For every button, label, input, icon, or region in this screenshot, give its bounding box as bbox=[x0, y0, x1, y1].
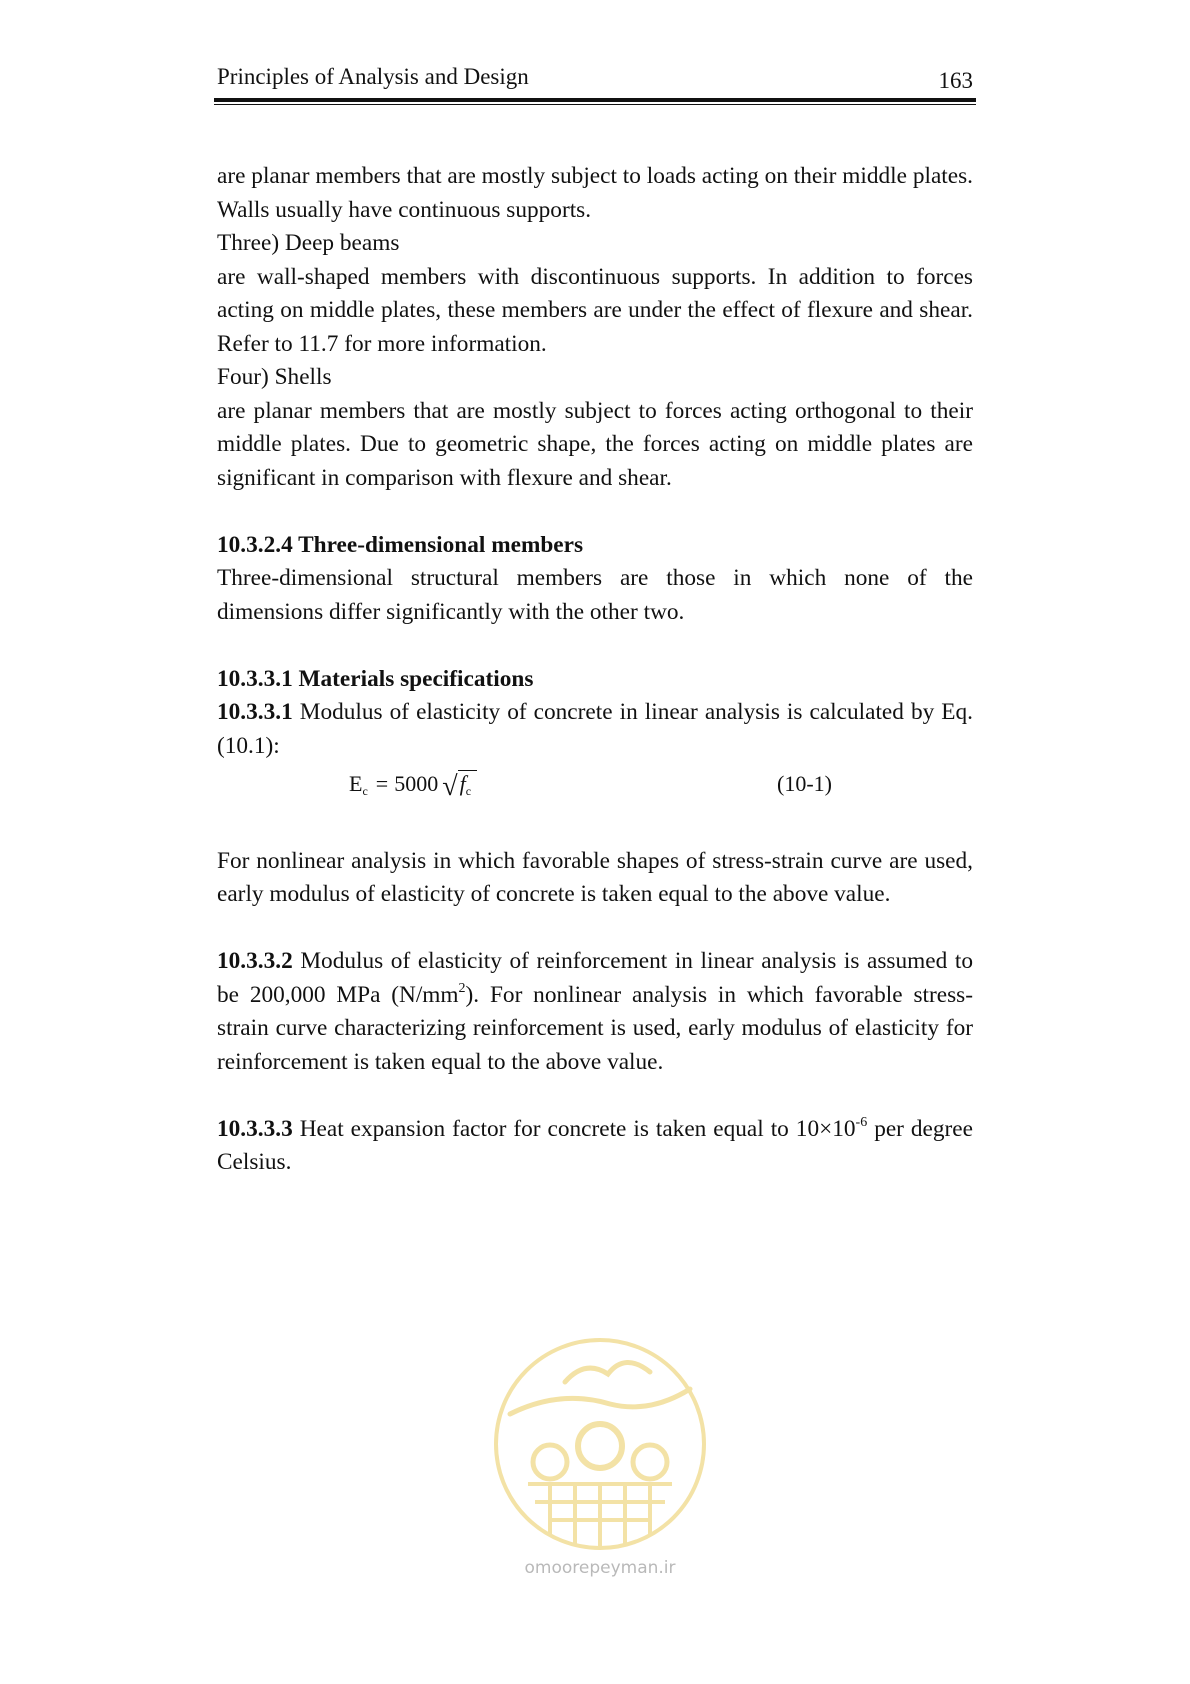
equation-number: (10-1) bbox=[777, 771, 832, 796]
paragraph-heat-expansion bbox=[217, 1113, 973, 1180]
spacer bbox=[217, 495, 973, 529]
radicand-main: f bbox=[459, 771, 466, 796]
page-number: 163 bbox=[938, 68, 973, 93]
paragraph-walls: are planar members that are mostly subject to loads acting on their middle plates. Walls usually have continuous supports. bbox=[217, 163, 973, 223]
equation-expression bbox=[349, 767, 477, 809]
item-deep-beams-title: Three) Deep beams bbox=[217, 230, 400, 256]
superscript: -6 bbox=[855, 1114, 868, 1130]
body-text bbox=[217, 160, 973, 1180]
spacer bbox=[217, 912, 973, 946]
clause-number: 10.3.3.2 bbox=[217, 948, 293, 974]
paragraph-deep-beams: are wall-shaped members with discontinuous supports. In addition to forces acting on middle plates, these members are under the effect of flexure and shear. Refer to 11.7 for more information. bbox=[217, 263, 973, 357]
item-shells-title: Four) Shells bbox=[217, 364, 332, 390]
spacer bbox=[217, 811, 973, 845]
equation-lhs: E bbox=[349, 771, 363, 796]
radicand-subscript: c bbox=[465, 784, 472, 798]
section-heading-three-dimensional: 10.3.2.4 Three-dimensional members bbox=[217, 531, 584, 558]
watermark-url: omoorepeyman.ir bbox=[524, 1558, 676, 1578]
clause-text: Modulus of elasticity of concrete in linear analysis is calculated by Eq. (10.1): bbox=[217, 699, 973, 759]
watermark-logo bbox=[490, 1334, 710, 1554]
superscript: 2 bbox=[458, 980, 466, 996]
clause-text: Heat expansion factor for concrete is taken equal to 10×10 bbox=[292, 1115, 856, 1142]
paragraph-three-dimensional: Three-dimensional structural members are those in which none of the dimensions differ significantly with the other two. bbox=[217, 565, 973, 625]
spacer bbox=[217, 629, 973, 663]
equation-10-1 bbox=[217, 767, 973, 811]
paragraph-concrete-modulus bbox=[217, 696, 973, 763]
radicand bbox=[458, 770, 477, 796]
header-rule-thin bbox=[214, 104, 976, 105]
clause-text: per degree Celsius. bbox=[217, 1115, 973, 1175]
clause-number: 10.3.3.1 bbox=[217, 699, 293, 725]
radical-sign: √ bbox=[442, 771, 458, 802]
equation-equals: = bbox=[375, 771, 389, 796]
equation-lhs-subscript: c bbox=[362, 784, 368, 798]
spacer bbox=[217, 1079, 973, 1113]
header-rule-thick bbox=[214, 98, 976, 102]
square-root bbox=[442, 767, 477, 809]
running-header bbox=[217, 62, 973, 92]
paragraph-reinforcement-modulus bbox=[217, 945, 973, 1079]
running-title: Principles of Analysis and Design bbox=[217, 64, 529, 89]
clause-number: 10.3.3.3 bbox=[217, 1115, 293, 1142]
paragraph-nonlinear-concrete: For nonlinear analysis in which favorable shapes of stress-strain curve are used, early modulus of elasticity of concrete is taken equal to the above value. bbox=[217, 847, 973, 907]
paragraph-shells: are planar members that are mostly subject to forces acting orthogonal to their middle plates. Due to geometric shape, the forces acting on middle plates are significant in comparison with flexure and shear. bbox=[217, 397, 973, 491]
section-heading-materials: 10.3.3.1 Materials specifications bbox=[217, 665, 534, 692]
clause-text: Modulus of elasticity of reinforcement in linear analysis is assumed to be 200,000 MPa (N/mm bbox=[217, 948, 973, 1008]
equation-constant: 5000 bbox=[394, 771, 439, 796]
clause-text: ). For nonlinear analysis in which favorable stress-strain curve characterizing reinforcement is used, early modulus of elasticity for reinforcement is taken equal to the above value. bbox=[217, 981, 973, 1075]
